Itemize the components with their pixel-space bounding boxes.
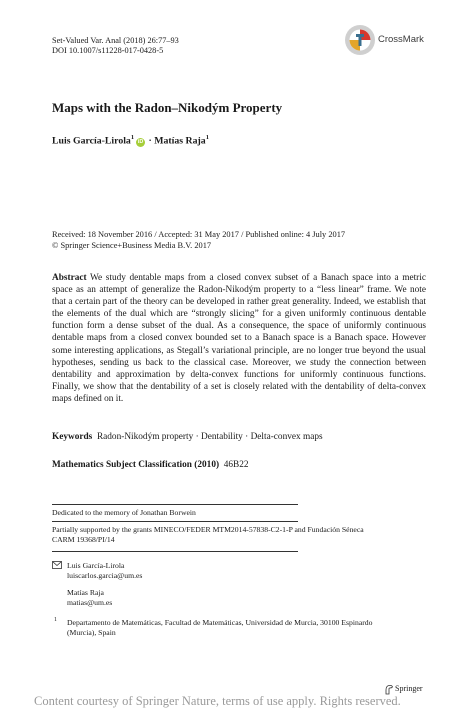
author-name[interactable]: Matías Raja: [154, 135, 206, 147]
article-title: Maps with the Radon–Nikodým Property: [52, 100, 283, 115]
dedication-note: Dedicated to the memory of Jonathan Borwein: [52, 508, 196, 517]
envelope-icon: [52, 561, 62, 569]
copyright-line: © Springer Science+Business Media B.V. 2017: [52, 240, 212, 250]
affiliation-marker: 1: [205, 134, 209, 141]
journal-citation: Set-Valued Var. Anal (2018) 26:77–93: [52, 36, 179, 45]
affiliation-number: 1: [54, 617, 57, 623]
msc-code: 46B22: [223, 460, 249, 470]
abstract: [52, 272, 426, 405]
msc-label: Mathematics Subject Classification (2010): [52, 460, 220, 470]
dates-line: Received: 18 November 2016 / Accepted: 31 May 2017 / Published online: 4 July 2017: [52, 230, 346, 239]
orcid-icon[interactable]: iD: [137, 139, 144, 146]
contact-name: Matías Raja: [67, 588, 104, 597]
affiliation-line: (Murcia), Spain: [67, 628, 116, 637]
keywords: [52, 432, 323, 442]
author-list: [52, 134, 209, 147]
funding-note: [52, 525, 364, 545]
keywords-label: Keywords: [52, 432, 93, 442]
affiliation-line: Departamento de Matemáticas, Facultad de Matemáticas, Universidad de Murcia, 30100 Espinardo: [67, 618, 373, 627]
footnote-divider: [52, 521, 298, 522]
contact-name: Luis García-Lirola: [67, 561, 125, 570]
funding-line: Partially supported by the grants MINECO/FEDER MTM2014-57838-C2-1-P and Fundación Séneca: [52, 525, 364, 534]
publication-dates: [52, 230, 345, 251]
crossmark-badge[interactable]: [345, 25, 433, 55]
springer-wordmark: Springer: [395, 684, 423, 693]
footnote-divider: [52, 551, 298, 552]
contact-email[interactable]: matias@um.es: [67, 598, 113, 607]
keywords-text: Radon-Nikodým property · Dentability · Delta-convex maps: [96, 432, 323, 442]
footnote-divider: [52, 504, 298, 505]
affiliation-marker: 1: [130, 134, 135, 141]
crossmark-label: CrossMark: [378, 34, 424, 45]
contact-email[interactable]: luiscarlos.garcia@um.es: [67, 571, 143, 580]
doi[interactable]: DOI 10.1007/s11228-017-0428-5: [52, 46, 164, 55]
affiliation: [67, 618, 372, 638]
author-separator: ·: [146, 135, 155, 147]
watermark: Content courtesy of Springer Nature, terms of use apply. Rights reserved.: [34, 694, 401, 708]
subject-classification: [52, 460, 249, 470]
author-name[interactable]: Luis García-Lirola: [52, 135, 131, 147]
abstract-text: We study dentable maps from a closed convex subset of a Banach space into a metric space as an attempt of generalize the Radon-Nikodým property to a “less linear” frame. We note that a certain part of the theory can be developed in rather great generality. Indeed, we establish that the elements of the dual which are “strongly slicing” for a given uniformly continuous dentable function form a dense subset of the dual. As a consequence, the space of uniformly continuous dentable maps from a closed convex bounded set to a Banach space is a Banach space. However some interesting applications, as Stegall’s variational principle, are no longer true beyond the usual hypotheses, sending us back to the classical case. Moreover, we study the connection between dentability and approximation by delta-convex functions for uniformly continuous functions. Finally, we show that the dentability of a set is closely related with the dentability of delta-convex maps defined on it.: [52, 273, 426, 404]
abstract-label: Abstract: [52, 273, 87, 283]
crossmark-icon: [345, 25, 375, 55]
funding-line: CARM 19368/PI/14: [52, 535, 115, 544]
